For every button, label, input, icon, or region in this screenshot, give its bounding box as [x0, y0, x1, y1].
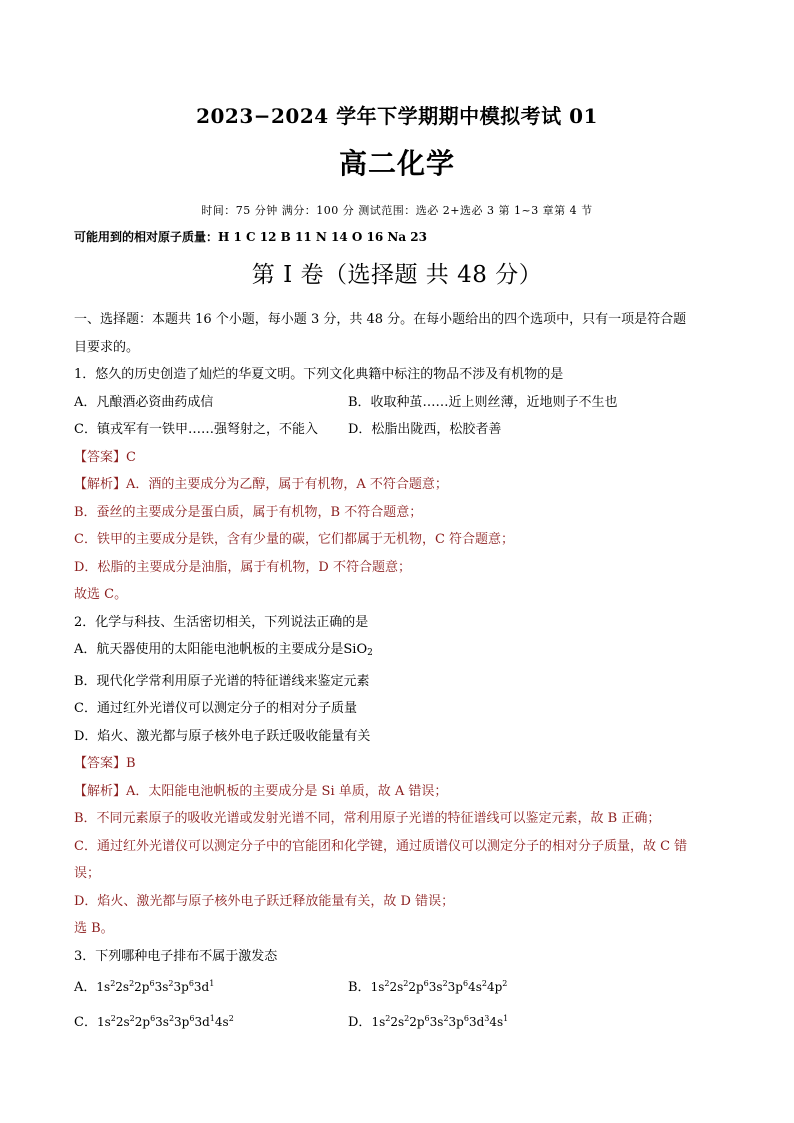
- orbital: 3d: [468, 1014, 485, 1029]
- orbital: 3p: [447, 980, 463, 994]
- section-title: 第 I 卷（选择题 共 48 分）: [251, 262, 543, 288]
- electron-config: [371, 980, 508, 994]
- option-a: [74, 636, 726, 668]
- electron-count: 6: [189, 1013, 195, 1023]
- analysis-line: [74, 778, 726, 806]
- orbital: 4s: [214, 1014, 229, 1029]
- formula: SiO: [343, 642, 368, 657]
- orbital: 1s: [370, 980, 385, 994]
- electron-count: 1: [503, 1013, 509, 1023]
- orbital: 2p: [134, 1014, 151, 1029]
- option-c: C．通过红外光谱仪可以测定分子的相对分子质量: [74, 701, 357, 716]
- orbital: 3s: [154, 980, 169, 994]
- orbital: 3s: [155, 1014, 169, 1029]
- conclusion-line: 选 B。: [74, 921, 114, 936]
- electron-config: [96, 980, 214, 994]
- electron-config: [371, 1015, 508, 1029]
- electron-count: 2: [384, 979, 390, 988]
- option-d: D．焰火、激光都与原子核外电子跃迁吸收能量有关: [74, 728, 371, 744]
- analysis-line: [74, 471, 726, 499]
- orbital: 2s: [389, 980, 404, 994]
- exam-title: 2023−2024 学年下学期期中模拟考试 01: [196, 104, 598, 128]
- analysis-line: D．松脂的主要成分是油脂，属于有机物，D 不符合题意；: [74, 559, 411, 575]
- option-a: [74, 970, 348, 1002]
- option-label: D．: [348, 1014, 372, 1030]
- analysis-line: D．焰火、激光都与原子核外电子跃迁释放能量有关，故 D 错误；: [74, 893, 455, 909]
- electron-count: 2: [404, 1013, 410, 1023]
- electron-count: 1: [209, 1013, 215, 1023]
- analysis-tag: 【解析】: [74, 477, 127, 492]
- orbital: 3p: [174, 1014, 190, 1029]
- electron-count: 2: [442, 979, 448, 988]
- intro-line: 一、选择题：本题共 16 个小题，每小题 3 分，共 48 分。在每小题给出的四个选项中，只有一项是符合题: [74, 312, 687, 327]
- electron-count: 6: [424, 1013, 430, 1023]
- option-a-text: A．航天器使用的太阳能电池帆板的主要成分是: [74, 642, 344, 657]
- orbital: 3p: [448, 1014, 464, 1029]
- electron-count: 2: [129, 1013, 135, 1023]
- orbital: 4s: [489, 1014, 504, 1029]
- electron-count: 2: [110, 1013, 116, 1023]
- analysis-text: A．太阳能电池帆板的主要成分是 Si 单质，故 A 错误；: [126, 783, 448, 799]
- orbital: 3d: [193, 980, 210, 994]
- orbital: 1s: [96, 980, 111, 994]
- answer-line: [74, 444, 726, 472]
- question-stem: 2．化学与科技、生活密切相关，下列说法正确的是: [74, 614, 369, 630]
- option-d: D．松脂出陇西，松胶者善: [348, 422, 502, 437]
- electron-count: 6: [150, 1013, 156, 1023]
- electron-count: 2: [228, 1013, 234, 1023]
- orbital: 1s: [96, 1014, 111, 1029]
- option-label: B．: [348, 980, 371, 995]
- answer-tag: 【答案】: [74, 756, 127, 771]
- orbital: 3s: [429, 1014, 444, 1029]
- electron-count: 6: [149, 979, 155, 988]
- orbital: 2p: [134, 980, 150, 994]
- orbital: 2p: [408, 980, 424, 994]
- intro-line: 目要求的。: [74, 339, 140, 355]
- option-b: B．现代化学常利用原子光谱的特征谱线来鉴定元素: [74, 673, 370, 689]
- orbital: 2p: [409, 1014, 425, 1029]
- formula-subscript: 2: [367, 648, 373, 658]
- orbital: 4p: [486, 980, 503, 994]
- atomic-masses: 可能用到的相对原子质量：H 1 C 12 B 11 N 14 O 16 Na 23: [74, 230, 427, 244]
- options-row: [74, 1005, 726, 1037]
- options-row: [74, 389, 726, 417]
- option-a: A．凡酿酒必资曲药成信: [74, 394, 214, 410]
- options-row: [74, 416, 726, 444]
- orbital: 3s: [428, 980, 443, 994]
- question-stem: 1．悠久的历史创造了灿烂的华夏文明。下列文化典籍中标注的物品不涉及有机物的是: [74, 367, 564, 382]
- orbital: 2s: [390, 1014, 405, 1029]
- options-row: [74, 970, 726, 1002]
- electron-count: 6: [462, 979, 469, 988]
- option-label: A．: [74, 980, 97, 995]
- electron-count: 2: [110, 979, 116, 988]
- analysis-line: B．不同元素原子的吸收光谱或发射光谱不同，常利用原子光谱的特征谱线可以鉴定元素，故 B 正确；: [74, 811, 661, 826]
- electron-count: 2: [481, 979, 487, 988]
- electron-count: 2: [443, 1013, 449, 1023]
- subject-title: 高二化学: [338, 147, 455, 180]
- orbital: 2s: [115, 980, 130, 994]
- electron-count: 6: [423, 979, 429, 988]
- option-d: [348, 1005, 508, 1037]
- electron-count: 2: [385, 1013, 391, 1023]
- analysis-line: 误；: [74, 866, 101, 881]
- question-stem: 3．下列哪种电子排布不属于激发态: [74, 948, 278, 964]
- analysis-line: C．通过红外光谱仪可以测定分子中的官能团和化学键，通过质谱仪可以测定分子的相对分子质量，故 C 错: [74, 838, 688, 854]
- answer-value: B: [126, 756, 136, 771]
- electron-count: 2: [168, 1013, 175, 1023]
- electron-count: 6: [188, 979, 194, 988]
- answer-tag: 【答案】: [74, 449, 127, 465]
- orbital: 3d: [194, 1014, 210, 1029]
- option-c: C．镇戎军有一铁甲……强弩射之，不能入: [74, 422, 318, 437]
- orbital: 3p: [173, 980, 189, 994]
- electron-count: 2: [168, 979, 174, 988]
- electron-count: 3: [484, 1013, 490, 1023]
- electron-config: [97, 1015, 234, 1029]
- option-label: C．: [74, 1014, 97, 1030]
- electron-count: 2: [502, 979, 508, 988]
- analysis-text: A．酒的主要成分为乙醇，属于有机物，A 不符合题意；: [126, 477, 448, 492]
- analysis-line: C．铁甲的主要成分是铁，含有少量的碳，它们都属于无机物，C 符合题意；: [74, 532, 515, 547]
- electron-count: 1: [209, 979, 215, 988]
- answer-value: C: [126, 449, 136, 465]
- conclusion-line: 故选 C。: [74, 587, 128, 602]
- analysis-tag: 【解析】: [74, 783, 127, 799]
- question-body: [74, 306, 726, 1036]
- electron-count: 2: [403, 979, 409, 988]
- analysis-line: B．蚕丝的主要成分是蛋白质，属于有机物，B 不符合题意；: [74, 504, 423, 520]
- electron-count: 2: [129, 979, 135, 988]
- orbital: 4s: [468, 980, 482, 994]
- option-b: B．收取种茧……近上则丝薄，近地则子不生也: [348, 394, 618, 410]
- orbital: 1s: [371, 1014, 386, 1029]
- exam-meta: 时间：75 分钟 满分：100 分 测试范围：选必 2+选必 3 第 1~3 章第 4 节: [201, 204, 593, 217]
- electron-count: 6: [463, 1013, 469, 1023]
- answer-line: [74, 750, 726, 778]
- option-b: [348, 970, 507, 1002]
- option-c: [74, 1005, 348, 1037]
- orbital: 2s: [115, 1014, 130, 1029]
